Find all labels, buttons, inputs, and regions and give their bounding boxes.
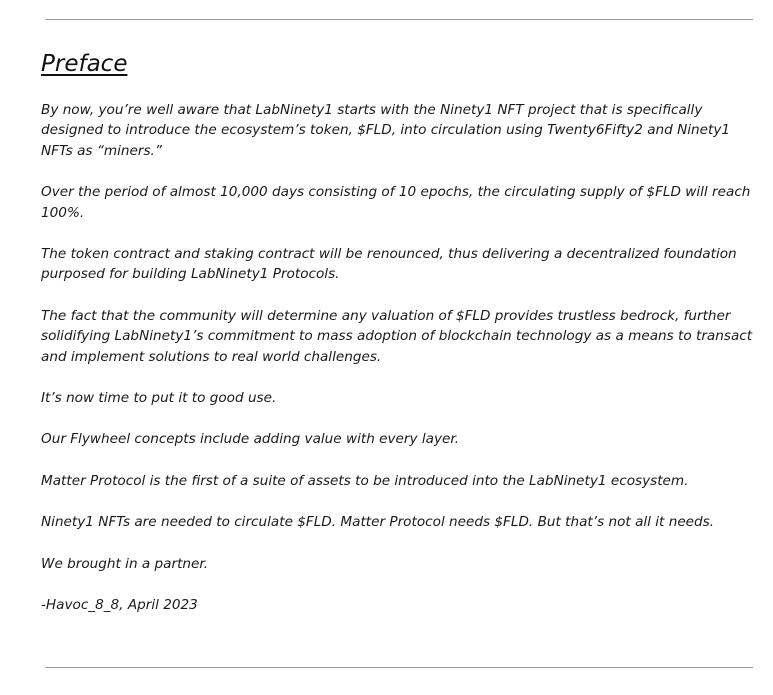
top-divider: [45, 19, 753, 20]
paragraph-flywheel: Our Flywheel concepts include adding value with every layer.: [41, 431, 460, 448]
paragraph-supply: Over the period of almost 10,000 days consisting of 10 epochs, the circulating supply of $FLD will reach 100%.: [41, 184, 751, 221]
paragraph-contracts: The token contract and staking contract will be renounced, thus delivering a decentralized foundation purposed for building LabNinety1 Protocols.: [41, 246, 737, 283]
preface-section: [41, 50, 753, 616]
paragraph-valuation: The fact that the community will determine any valuation of $FLD provides trustless bedrock, further solidifying LabNinety1’s commitment to mass adoption of blockchain technology as a means to transact and implement solutions to real world challenges.: [41, 307, 753, 365]
paragraph-partner: We brought in a partner.: [41, 555, 209, 572]
page-title: Preface: [41, 51, 128, 77]
signature-line: -Havoc_8_8, April 2023: [41, 597, 198, 614]
bottom-divider: [45, 667, 753, 668]
paragraph-needs: Ninety1 NFTs are needed to circulate $FLD. Matter Protocol needs $FLD. But that’s not all it needs.: [41, 514, 715, 531]
paragraph-intro: By now, you’re well aware that LabNinety1 starts with the Ninety1 NFT project that is specifically designed to introduce the ecosystem’s token, $FLD, into circulation using Twenty6Fifty2 and Ninety1 NFTs as “miners.”: [41, 102, 731, 159]
paragraph-good-use: It’s now time to put it to good use.: [41, 390, 277, 407]
paragraph-matter-protocol: Matter Protocol is the first of a suite of assets to be introduced into the LabNinety1 ecosystem.: [41, 472, 689, 489]
